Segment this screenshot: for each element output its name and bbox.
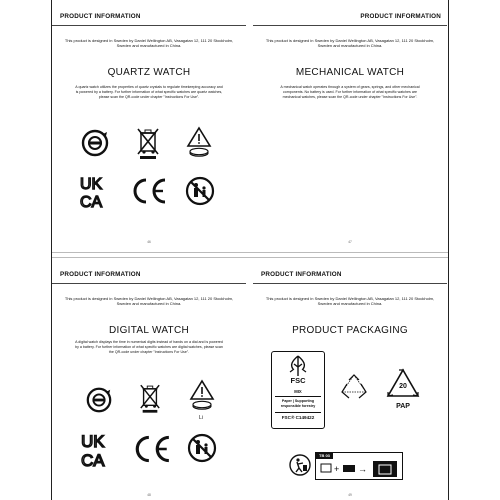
intro-text: This product is designed in Sweden by Daniel Wellington AB, Vasagatan 12, 111 20 Stockholm, Sweden and manufactured in China. xyxy=(64,296,234,307)
pap-label: PAP xyxy=(396,403,410,410)
ukca-mark-icon xyxy=(79,173,113,209)
fsc-text: Paper | Supporting responsible forestry xyxy=(280,399,316,408)
page-title: DIGITAL WATCH xyxy=(108,325,189,336)
intro-text: This product is designed in Sweden by Daniel Wellington AB, Vasagatan 12, 111 20 Stockholm, Sweden and manufactured in China. xyxy=(64,38,234,49)
ce-mark-icon xyxy=(130,177,168,205)
frame-right xyxy=(448,0,449,500)
header-rule xyxy=(253,283,447,284)
page-digital-watch xyxy=(52,258,246,500)
header-rule xyxy=(52,283,246,284)
page-number: 49 xyxy=(348,493,352,497)
china-rohs-icon xyxy=(80,128,110,158)
fsc-divider xyxy=(275,396,321,397)
battery-label: Li xyxy=(199,415,203,421)
page-header: PRODUCT INFORMATION xyxy=(60,271,141,278)
header-rule xyxy=(52,25,246,26)
weee-bin-icon xyxy=(136,126,160,160)
fsc-label-box xyxy=(271,351,325,429)
recycle-icon xyxy=(339,374,369,402)
child-safety-icon xyxy=(185,176,215,206)
tidyman-icon xyxy=(289,454,311,476)
fsc-mix: MIX xyxy=(294,389,302,394)
ukca-mark-icon xyxy=(80,430,116,468)
svg-text:→: → xyxy=(358,464,367,474)
pap-number: 20 xyxy=(399,383,407,390)
china-rohs-icon xyxy=(85,386,113,414)
header-rule xyxy=(253,25,447,26)
svg-text:UK: UK xyxy=(80,176,103,193)
battery-warning-icon xyxy=(186,126,212,160)
intro-text: This product is designed in Sweden by Daniel Wellington AB, Vasagatan 12, 111 20 Stockholm, Sweden and manufactured in China. xyxy=(265,296,435,307)
page-number: 46 xyxy=(147,240,151,244)
sorting-items-icon xyxy=(319,461,399,477)
description-text: A mechanical watch operates through a system of gears, springs, and other mechanical components. No battery is used. For further information of what specific watches are mechanical watches, please scan the QR-code under chapter "Instructions For Use". xyxy=(280,85,420,99)
fsc-divider-2 xyxy=(275,412,321,413)
page-title: PRODUCT PACKAGING xyxy=(292,325,408,336)
ce-mark-icon xyxy=(132,434,172,464)
fsc-label: FSC xyxy=(290,376,306,385)
page-title: QUARTZ WATCH xyxy=(107,67,191,78)
sorting-label-box xyxy=(315,452,403,480)
weee-bin-icon xyxy=(139,382,161,414)
svg-text:+: + xyxy=(334,464,340,474)
page-product-packaging xyxy=(253,258,447,500)
description-text: A quartz watch utilizes the properties of quartz crystals to regulate timekeeping accuracy and is powered by a battery. For further information of what specific watches are quartz watches, please scan the QR-code under chapter "Instructions For Use". xyxy=(75,85,223,99)
svg-text:CA: CA xyxy=(80,194,103,209)
page-mechanical-watch xyxy=(253,0,447,252)
fsc-code: FSC® C149422 xyxy=(281,415,315,420)
svg-text:CA: CA xyxy=(81,450,105,468)
page-quartz-watch xyxy=(52,0,246,252)
page-number: 48 xyxy=(147,493,151,497)
frame-middle-top xyxy=(52,252,448,253)
sorting-label-header: TB 03 xyxy=(316,453,333,459)
page-header: PRODUCT INFORMATION xyxy=(261,271,342,278)
fsc-tree-icon xyxy=(286,355,310,377)
battery-warning-icon xyxy=(189,379,215,413)
intro-text: This product is designed in Sweden by Daniel Wellington AB, Vasagatan 12, 111 20 Stockholm, Sweden and manufactured in China. xyxy=(265,38,435,49)
page-header: PRODUCT INFORMATION xyxy=(360,13,441,20)
child-safety-icon xyxy=(187,433,217,463)
description-text: A digital watch displays the time in numerical digits instead of hands on a dial and is powered by a battery. For further information of what specific watches are digital watches, please scan the QR-code under chapter "Instructions For Use". xyxy=(75,340,223,354)
svg-text:UK: UK xyxy=(81,431,105,451)
page-header: PRODUCT INFORMATION xyxy=(60,13,141,20)
page-number: 47 xyxy=(348,240,352,244)
page-title: MECHANICAL WATCH xyxy=(295,67,405,78)
